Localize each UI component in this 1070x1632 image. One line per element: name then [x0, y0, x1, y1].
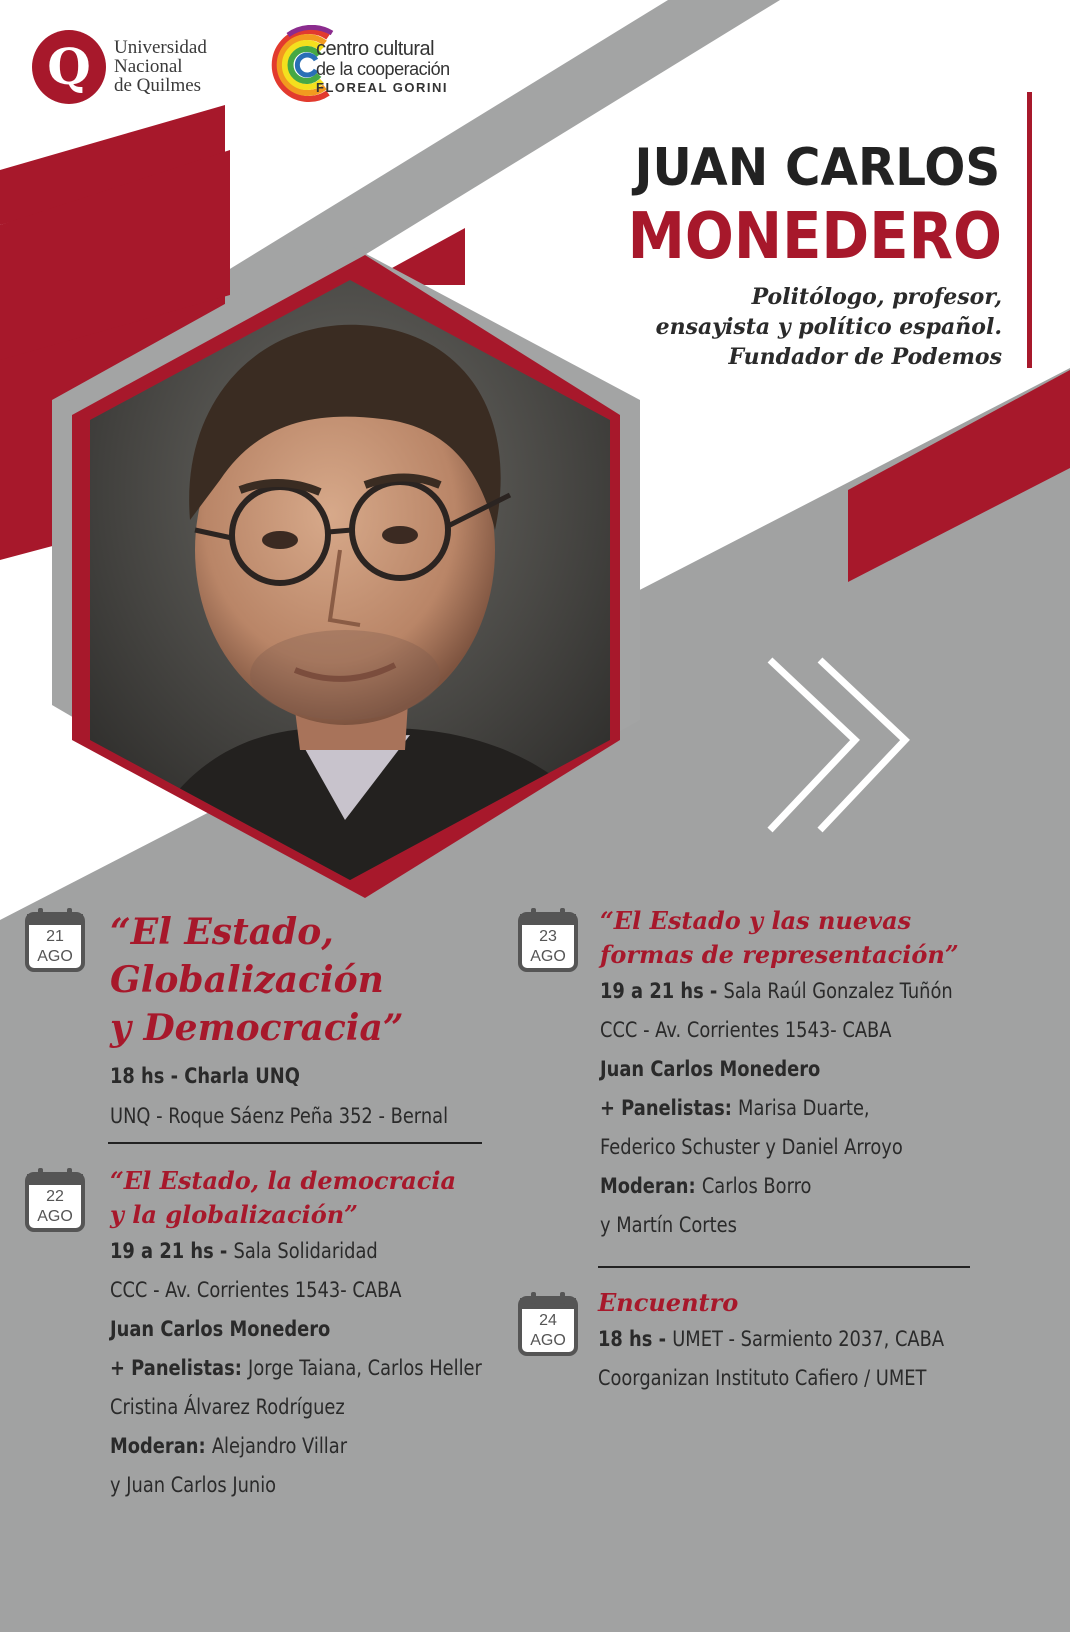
- unq-logo-line: Universidad: [114, 37, 207, 58]
- event-detail-line: Juan Carlos Monedero: [600, 1057, 821, 1081]
- event-day: 24: [539, 1312, 557, 1329]
- ccc-logo: [268, 25, 468, 115]
- event-detail-line: Coorganizan Instituto Cafiero / UMET: [598, 1366, 927, 1390]
- event-detail-line: Cristina Álvarez Rodríguez: [110, 1395, 345, 1419]
- event-title-line: “El Estado, la democracia: [110, 1166, 457, 1195]
- calendar-icon: [24, 906, 86, 972]
- event-3: [600, 904, 1015, 1245]
- event-detail-line: 19 a 21 hs - Sala Solidaridad: [110, 1239, 378, 1263]
- ccc-logo-line2: de la cooperación: [316, 59, 450, 79]
- event-detail-line: 18 hs - Charla UNQ: [110, 1064, 300, 1088]
- event-month: AGO: [37, 1208, 73, 1225]
- event-title-line: Globalización: [110, 959, 384, 1001]
- event-detail-line: UNQ - Roque Sáenz Peña 352 - Bernal: [110, 1104, 449, 1128]
- ccc-logo-line3: FLOREAL GORINI: [316, 80, 448, 95]
- event-detail-line: 18 hs - UMET - Sarmiento 2037, CABA: [598, 1327, 945, 1351]
- unq-logo-line: Nacional: [114, 56, 183, 77]
- event-month: AGO: [530, 1332, 566, 1349]
- speaker-description-line: Politólogo, profesor,: [751, 284, 1002, 310]
- unq-logo-mark: Q: [32, 30, 106, 104]
- event-title-line: Encuentro: [598, 1288, 739, 1317]
- event-month: AGO: [530, 948, 566, 965]
- event-day: 22: [46, 1188, 64, 1205]
- portrait-photo: [90, 280, 610, 880]
- unq-logo-line: de Quilmes: [114, 75, 202, 96]
- speaker-name-last: MONEDERO: [627, 200, 1002, 274]
- event-title-line: y Democracia”: [110, 1007, 404, 1049]
- event-month: AGO: [37, 948, 73, 965]
- event-detail-line: y Martín Cortes: [600, 1213, 737, 1237]
- speaker-description-line: ensayista y político español.: [655, 314, 1002, 340]
- unq-logo: [32, 30, 252, 110]
- event-day: 23: [539, 928, 557, 945]
- event-detail-line: Juan Carlos Monedero: [110, 1317, 331, 1341]
- calendar-icon: [517, 1290, 579, 1356]
- event-detail-line: Moderan: Alejandro Villar: [110, 1434, 348, 1458]
- event-separator: [108, 1142, 482, 1144]
- event-title-line: “El Estado y las nuevas: [600, 906, 912, 935]
- calendar-icon: [24, 1166, 86, 1232]
- title-accent-line: [1027, 92, 1032, 368]
- speaker-name-first: JUAN CARLOS: [634, 138, 1000, 198]
- event-detail-line: 19 a 21 hs - Sala Raúl Gonzalez Tuñón: [600, 979, 953, 1003]
- calendar-icon: [517, 906, 579, 972]
- event-detail-line: Moderan: Carlos Borro: [600, 1174, 812, 1198]
- event-separator: [598, 1266, 970, 1268]
- event-detail-line: y Juan Carlos Junio: [110, 1473, 277, 1497]
- ccc-logo-line1: centro cultural: [316, 38, 435, 60]
- event-detail-line: + Panelistas: Marisa Duarte,: [600, 1096, 870, 1120]
- event-detail-line: Federico Schuster y Daniel Arroyo: [600, 1135, 903, 1159]
- speaker-description: [656, 282, 1002, 372]
- event-2: [110, 1164, 548, 1505]
- event-title-line: y la globalización”: [110, 1200, 358, 1229]
- event-day: 21: [46, 928, 64, 945]
- event-title-line: “El Estado,: [110, 911, 334, 953]
- event-detail-line: CCC - Av. Corrientes 1543- CABA: [600, 1018, 892, 1042]
- event-detail-line: + Panelistas: Jorge Taiana, Carlos Heller: [110, 1356, 482, 1380]
- speaker-description-line: Fundador de Podemos: [728, 344, 1002, 370]
- event-1: [110, 908, 508, 1136]
- event-title-line: formas de representación”: [600, 940, 959, 969]
- event-detail-line: CCC - Av. Corrientes 1543- CABA: [110, 1278, 402, 1302]
- event-4: [598, 1286, 1005, 1398]
